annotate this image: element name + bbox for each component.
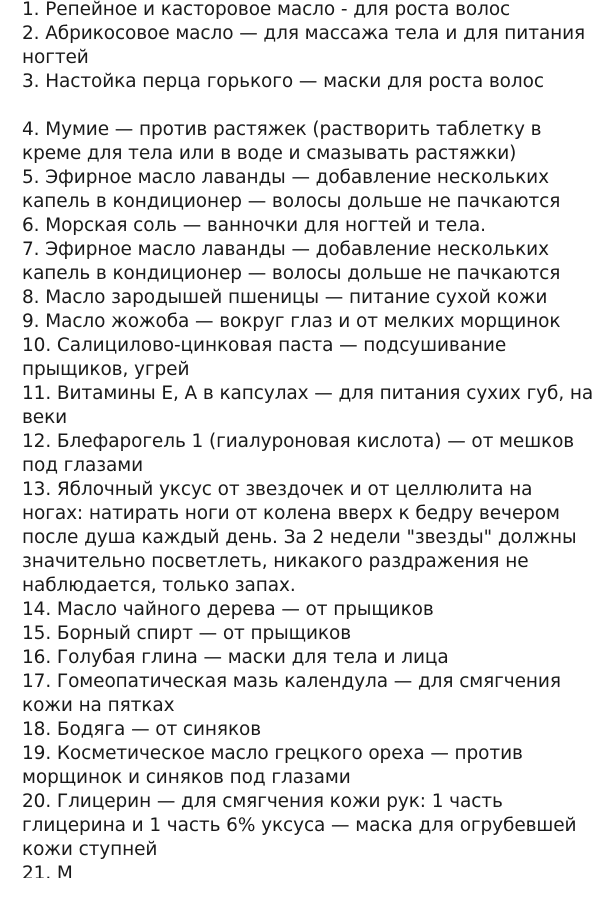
list-item: 8. Масло зародышей пшеницы — питание сухой кожи [22, 287, 548, 308]
list-item: 6. Морская соль — ванночки для ногтей и тела. [22, 215, 486, 236]
document-text [22, 0, 594, 878]
list-item: 10. Салицилово-цинковая паста — подсушивание прыщиков, угрей [22, 335, 507, 380]
list-item: 7. Эфирное масло лаванды — добавление нескольких капель в кондиционер — волосы дольше не пачкаются [22, 239, 561, 284]
list-item: 20. Глицерин — для смягчения кожи рук: 1 часть глицерина и 1 часть 6% уксуса — маска для огрубевшей кожи ступней [22, 791, 577, 860]
list-item: 5. Эфирное масло лаванды — добавление нескольких капель в кондиционер — волосы дольше не пачкаются [22, 167, 561, 212]
list-item: 12. Блефарогель 1 (гиалуроновая кислота) — от мешков под глазами [22, 431, 575, 476]
list-item: 9. Масло жожоба — вокруг глаз и от мелких морщинок [22, 311, 561, 332]
list-item: 19. Косметическое масло грецкого ореха — против морщинок и синяков под глазами [22, 743, 523, 788]
list-item: 3. Настойка перца горького — маски для роста волос [22, 71, 544, 92]
list-item: 14. Масло чайного дерева — от прыщиков [22, 599, 434, 620]
list-item: 1. Репейное и касторовое масло - для роста волос [22, 0, 511, 20]
list-item: 13. Яблочный уксус от звездочек и от целлюлита на ногах: натирать ноги от колена вверх к бедру вечером после душа каждый день. За 2 недели "звезды" должны значительно посветлеть, никакого раздражения не наблюдается, только запах. [22, 479, 577, 596]
list-item: 18. Бодяга — от синяков [22, 719, 262, 740]
list-item: 11. Витамины Е, А в капсулах — для питания сухих губ, на веки [22, 383, 594, 428]
list-item-partial: 21. М [22, 863, 73, 878]
list-item: 16. Голубая глина — маски для тела и лица [22, 647, 449, 668]
list-item: 17. Гомеопатическая мазь календула — для смягчения кожи на пятках [22, 671, 561, 716]
list-item: 15. Борный спирт — от прыщиков [22, 623, 351, 644]
list-item: 4. Мумие — против растяжек (растворить таблетку в креме для тела или в воде и смазывать растяжки) [22, 119, 542, 164]
list-item: 2. Абрикосовое масло — для массажа тела и для питания ногтей [22, 23, 586, 68]
